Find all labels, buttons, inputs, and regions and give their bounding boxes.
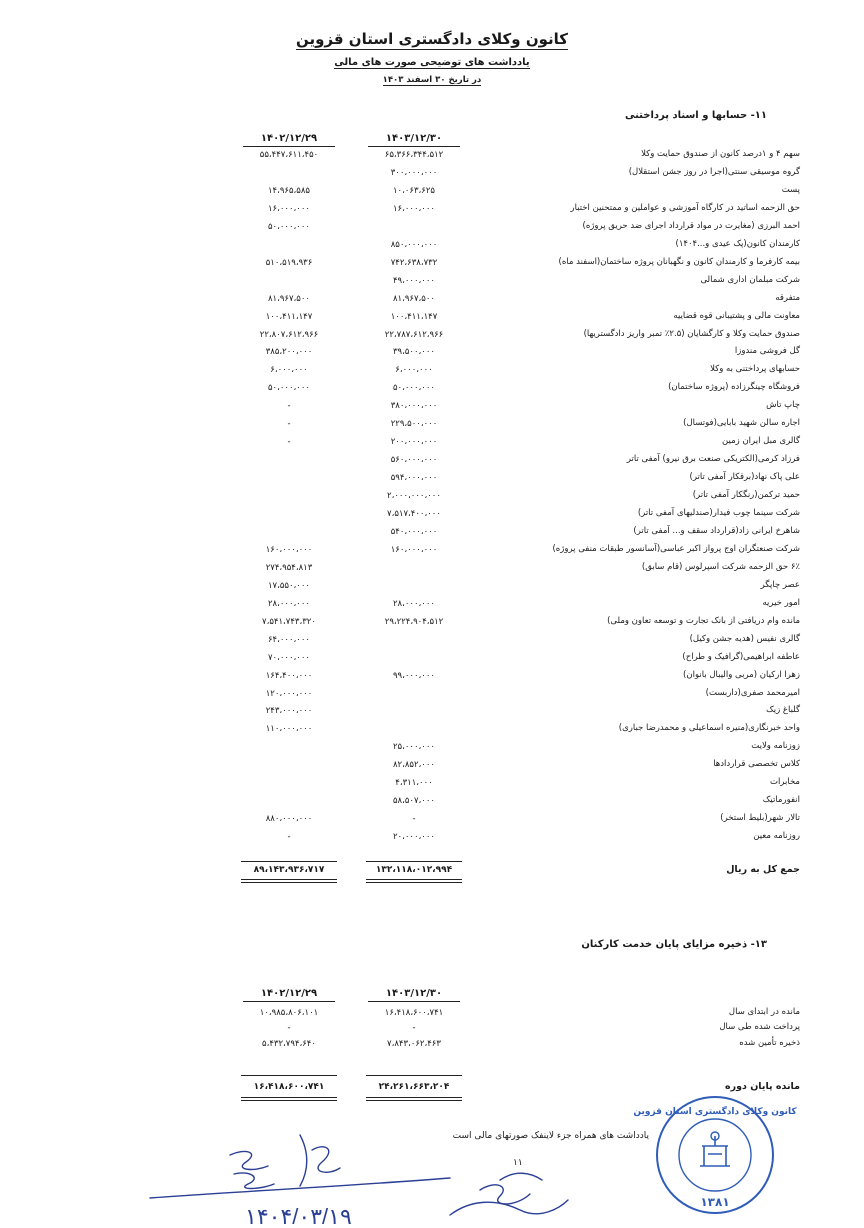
row-value-prior: ۱۶،۰۰۰،۰۰۰ [267,203,310,214]
row-value-current: ۱۰،۰۶۳،۶۲۵ [392,185,435,196]
footer-note: یادداشت های همراه جزء لاینفک صورتهای مالی است [452,1131,649,1141]
stamp-text: کانون وکلای دادگستری استان قزوین [633,1107,797,1117]
total-label: مانده پایان دوره [725,1081,800,1092]
row-label: حسابهای پرداختنی به وکلا [710,364,800,375]
row-label: حمید ترکمن(رنگکار آمفی تاتر) [692,490,800,501]
total-double-line [366,879,462,880]
row-label: مانده در ابتدای سال [728,1007,800,1017]
row-label: گروه موسیقی سنتی(اجرا در روز جشن استقلال) [628,166,800,177]
table-row [0,614,864,631]
row-value-prior: ۳۸۵،۲۰۰،۰۰۰ [265,347,313,358]
table-row [0,273,864,290]
row-value-prior: - [287,419,291,430]
total-double-line [241,882,337,883]
row-label: زوزنامه ولایت [751,741,800,752]
total-line-top [366,1075,462,1076]
table-row [0,811,864,828]
row-value-prior: ۸۸۰،۰۰۰،۰۰۰ [265,814,313,825]
row-label: متفرقه [775,292,800,303]
row-label: مخابرات [769,777,800,788]
official-stamp-icon [633,1092,797,1218]
document-title: کانون وکلای دادگستری استان قزوین [295,30,569,48]
row-value-current: ۱۰۰،۴۱۱،۱۴۷ [390,311,438,322]
row-value-current: ۲،۰۰۰،۰۰۰،۰۰۰ [387,491,441,502]
row-value-current: ۲۲،۷۸۷،۶۱۲،۹۶۶ [384,329,444,340]
row-label: عصر چاپگر [760,579,800,590]
row-label: سهم ۴ و ۱درصد کانون از صندوق حمایت وکلا [641,149,800,159]
total-double-line [241,1100,337,1101]
row-value-current: ۵۴۰،۰۰۰،۰۰۰ [390,526,438,537]
row-value-current: ۳۰۰،۰۰۰،۰۰۰ [390,167,438,178]
row-value-prior: ۱۷،۵۵۰،۰۰۰ [267,580,310,591]
table-row [0,560,864,577]
table-row [0,542,864,559]
table-row [0,147,864,164]
row-label: تالار شهر(بلیط استخر) [720,813,800,824]
row-value-prior: ۸۱،۹۶۷،۵۰۰ [267,293,310,304]
total-prior: ۱۶،۴۱۸،۶۰۰،۷۴۱ [253,1082,325,1092]
row-value-current: ۶،۰۰۰،۰۰۰ [395,365,433,376]
row-value-prior: ۱۰،۹۸۵،۸۰۶،۱۰۱ [259,1008,319,1018]
row-label: ذخیره تأمین شده [739,1037,800,1048]
table-row [0,775,864,792]
row-value-prior: ۱۲۰،۰۰۰،۰۰۰ [265,688,313,699]
row-value-current: ۵۶۰،۰۰۰،۰۰۰ [390,455,438,466]
row-value-current: ۵۸،۵۰۷،۰۰۰ [392,796,435,807]
section-13-title: ۱۳- ذخیره مزایای پایان خدمت کارکنان [581,939,767,950]
row-label: فرزاد کرمی(الکتریکی صنعت برق نیرو) آمفی تاتر [626,454,800,465]
row-label: امور خیریه [762,597,800,608]
signature-drawing [150,1120,570,1228]
row-value-prior: ۱۰۰،۴۱۱،۱۴۷ [265,311,313,322]
row-label: اجاره سالن شهید بابایی(فوتسال) [683,418,800,429]
row-value-prior: ۱۶۰،۰۰۰،۰۰۰ [265,544,313,555]
row-label: علی پاک نهاد(برقکار آمفی تاتر) [689,472,800,483]
row-value-current: ۹۹،۰۰۰،۰۰۰ [392,670,435,681]
table-row [0,165,864,182]
row-value-current: ۲۵،۰۰۰،۰۰۰ [392,742,435,753]
table-row [0,362,864,379]
row-value-current: ۸۱،۹۶۷،۵۰۰ [392,293,435,304]
table-row [0,686,864,703]
total-label: جمع کل به ریال [726,864,800,875]
row-value-prior: - [287,832,291,843]
table-row [0,219,864,236]
row-label: گلباغ زیک [766,705,800,716]
table-row [0,183,864,200]
row-label: صندوق حمایت وکلا و کارگشایان (۲.۵٪ تمبر واریز دادگستریها) [583,328,800,339]
row-value-current: ۷،۵۱۷،۴۰۰،۰۰۰ [387,509,441,519]
table-row [0,201,864,218]
table-row [0,488,864,505]
row-label: بیمه کارفرما و کارمندان کانون و نگهبانان پروژه ساختمان(اسفند ماه) [558,256,800,267]
total-double-line [366,882,462,883]
row-label: فروشگاه چینگرزاده (پروژه ساختمان) [668,382,800,393]
section-13-col-current: ۱۴۰۳/۱۲/۳۰ [368,986,460,1002]
row-value-prior: ۵۵،۴۴۷،۶۱۱،۴۵۰ [259,150,319,160]
table-row [0,793,864,810]
table-row [0,668,864,685]
section-11-title: ۱۱- حسابها و اسناد پرداختنی [624,110,767,121]
row-label: حق الزحمه اساتید در کارگاه آموزشی و عواملین و ممتحنین اختبار [570,202,800,213]
row-label: گالری مبل ایران زمین [722,436,800,447]
section-13-col-prior: ۱۴۰۲/۱۲/۲۹ [243,986,335,1002]
row-value-prior: ۲۲،۸۰۷،۶۱۲،۹۶۶ [259,329,319,340]
table-row [0,470,864,487]
table-row [0,452,864,469]
row-value-current: ۲۰۰،۰۰۰،۰۰۰ [390,437,438,448]
table-row [0,721,864,738]
row-label: عاطفه ابراهیمی(گرافیک و طراح) [682,651,800,662]
row-label: کلاس تخصصی قراردادها [713,759,800,770]
table-row [0,434,864,451]
table-row [0,380,864,397]
row-label: معاونت مالی و پشتیبانی قوه قضاییه [673,310,800,321]
row-value-prior: ۷،۵۴۱،۷۴۳،۳۲۰ [262,616,316,627]
row-label: امیرمحمد صفری(داربست) [705,687,800,698]
row-label: انفورماتیک [762,795,800,806]
row-value-prior: - [287,1023,291,1034]
stamp-year: ۱۳۸۱ [700,1195,730,1209]
row-value-current: ۲۹،۲۲۴،۹۰۴،۵۱۲ [384,616,444,627]
row-value-prior: ۵۰،۰۰۰،۰۰۰ [267,221,310,232]
row-value-prior: ۱۴،۹۶۵،۵۸۵ [267,185,310,196]
row-value-prior: ۲۴۳،۰۰۰،۰۰۰ [265,706,313,717]
row-value-current: ۲۲۹،۵۰۰،۰۰۰ [390,419,438,430]
row-label: مانده وام دریافتی از بانک تجارت و توسعه تعاون وملی) [607,615,800,626]
row-value-current: ۵۹۴،۰۰۰،۰۰۰ [390,473,438,484]
row-value-current: ۱۶،۴۱۸،۶۰۰،۷۴۱ [384,1008,444,1018]
total-double-line [241,1097,337,1098]
row-label: زهرا ارکیان (مربی والیبال بانوان) [683,669,800,680]
row-label: پست [781,184,800,195]
table-row [0,596,864,613]
row-value-prior: ۶،۰۰۰،۰۰۰ [270,365,308,376]
row-value-current: ۳۸۰،۰۰۰،۰۰۰ [390,401,438,412]
row-label: واحد خبرنگاری(منیره اسماعیلی و محمدرضا جباری) [618,723,800,734]
table-row [0,309,864,326]
document-subtitle: یادداشت های توضیحی صورت های مالی [334,57,530,68]
total-prior: ۸۹،۱۴۳،۹۳۶،۷۱۷ [253,865,325,875]
row-label: ۶٪ حق الزحمه شرکت اسپرلوس (قام سابق) [641,561,800,572]
section-11-col-current: ۱۴۰۳/۱۲/۳۰ [368,131,460,147]
row-value-current: ۳۹،۵۰۰،۰۰۰ [392,347,435,358]
row-value-current: ۴،۳۱۱،۰۰۰ [395,778,433,789]
row-value-current: ۱۶،۰۰۰،۰۰۰ [392,203,435,214]
row-value-current: ۷۴۲،۶۳۸،۷۳۲ [390,257,438,268]
row-value-current: ۷،۸۴۳،۰۶۲،۴۶۳ [387,1038,441,1049]
row-label: شرکت مبلمان اداری شمالی [700,274,800,285]
section-11-total-row [0,862,864,879]
row-label: گل فروشی مندوزا [734,346,800,357]
table-row [0,739,864,756]
row-value-current: ۲۰،۰۰۰،۰۰۰ [392,832,435,843]
row-value-current: ۱۶۰،۰۰۰،۰۰۰ [390,544,438,555]
table-row [0,829,864,846]
table-row [0,578,864,595]
row-value-prior: ۵۱۰،۵۱۹،۹۳۶ [265,257,313,268]
row-value-current: - [412,1023,416,1034]
table-row [0,291,864,308]
row-value-current: - [412,814,416,825]
total-line-top [241,1075,337,1076]
row-label: احمد البرزی (مغایرت در مواد قرارداد اجرای ضد حریق پروژه) [582,220,800,231]
row-label: گالری نفیس (هدیه جشن وکیل) [689,633,800,644]
table-row [0,650,864,667]
document-date: در تاریخ ۳۰ اسفند ۱۴۰۳ [382,75,482,85]
row-label: شرکت صنعتگران اوج پرواز اکبر عباسی(آسانسور طبقات منفی پروژه) [552,543,800,554]
table-row [0,344,864,361]
row-label: شرکت سینما چوب فیدار(صندلیهای آمفی تاتر) [637,508,800,518]
table-row [0,255,864,272]
total-double-line [241,879,337,880]
total-current: ۱۳۲،۱۱۸،۰۱۲،۹۹۴ [375,865,453,875]
row-value-prior: - [287,437,291,448]
row-value-current: ۶۵،۳۶۶،۳۴۴،۵۱۲ [384,150,444,160]
row-value-prior: ۵۰،۰۰۰،۰۰۰ [267,383,310,394]
row-label: کارمندان کانون(پک عیدی و...۱۴۰۴) [675,238,800,249]
table-row [0,398,864,415]
table-row [0,757,864,774]
row-value-current: ۴۹،۰۰۰،۰۰۰ [392,275,435,286]
total-double-line [366,1100,462,1101]
row-value-prior: ۶۴،۰۰۰،۰۰۰ [267,634,310,645]
total-current: ۲۴،۲۶۱،۶۶۳،۲۰۴ [378,1082,450,1092]
table-row [0,703,864,720]
row-value-current: ۸۲،۸۵۲،۰۰۰ [392,760,435,771]
row-value-current: ۸۵۰،۰۰۰،۰۰۰ [390,239,438,250]
table-row [0,237,864,254]
row-value-prior: ۱۶۴،۴۰۰،۰۰۰ [265,670,313,681]
table-row [0,524,864,541]
row-value-current: ۵۰،۰۰۰،۰۰۰ [392,383,435,394]
table-row [0,632,864,649]
table-row [0,327,864,344]
row-value-prior: ۱۱۰،۰۰۰،۰۰۰ [265,724,313,735]
row-label: روزنامه معین [753,831,800,842]
signature-date: ۱۴۰۴/۰۳/۱۹ [245,1204,352,1228]
row-value-prior: ۲۷۴،۹۵۴،۸۱۳ [265,562,313,573]
row-value-prior: ۵،۴۳۲،۷۹۴،۶۴۰ [262,1038,316,1049]
row-label: شاهرخ ایرانی زاد(قرارداد سقف و... آمفی تاتر) [633,525,800,536]
section-11-col-prior: ۱۴۰۲/۱۲/۲۹ [243,131,335,147]
table-row [0,416,864,433]
total-double-line [366,1097,462,1098]
row-value-prior: ۲۸،۰۰۰،۰۰۰ [267,598,310,609]
page-number: ۱۱ [513,1158,523,1168]
row-value-current: ۲۸،۰۰۰،۰۰۰ [392,598,435,609]
table-row [0,506,864,523]
row-label: پرداخت شده طی سال [719,1022,800,1033]
row-value-prior: ۷۰،۰۰۰،۰۰۰ [267,652,310,663]
table-row [0,1036,864,1053]
row-label: چاپ تاش [766,400,800,411]
row-value-prior: - [287,401,291,412]
